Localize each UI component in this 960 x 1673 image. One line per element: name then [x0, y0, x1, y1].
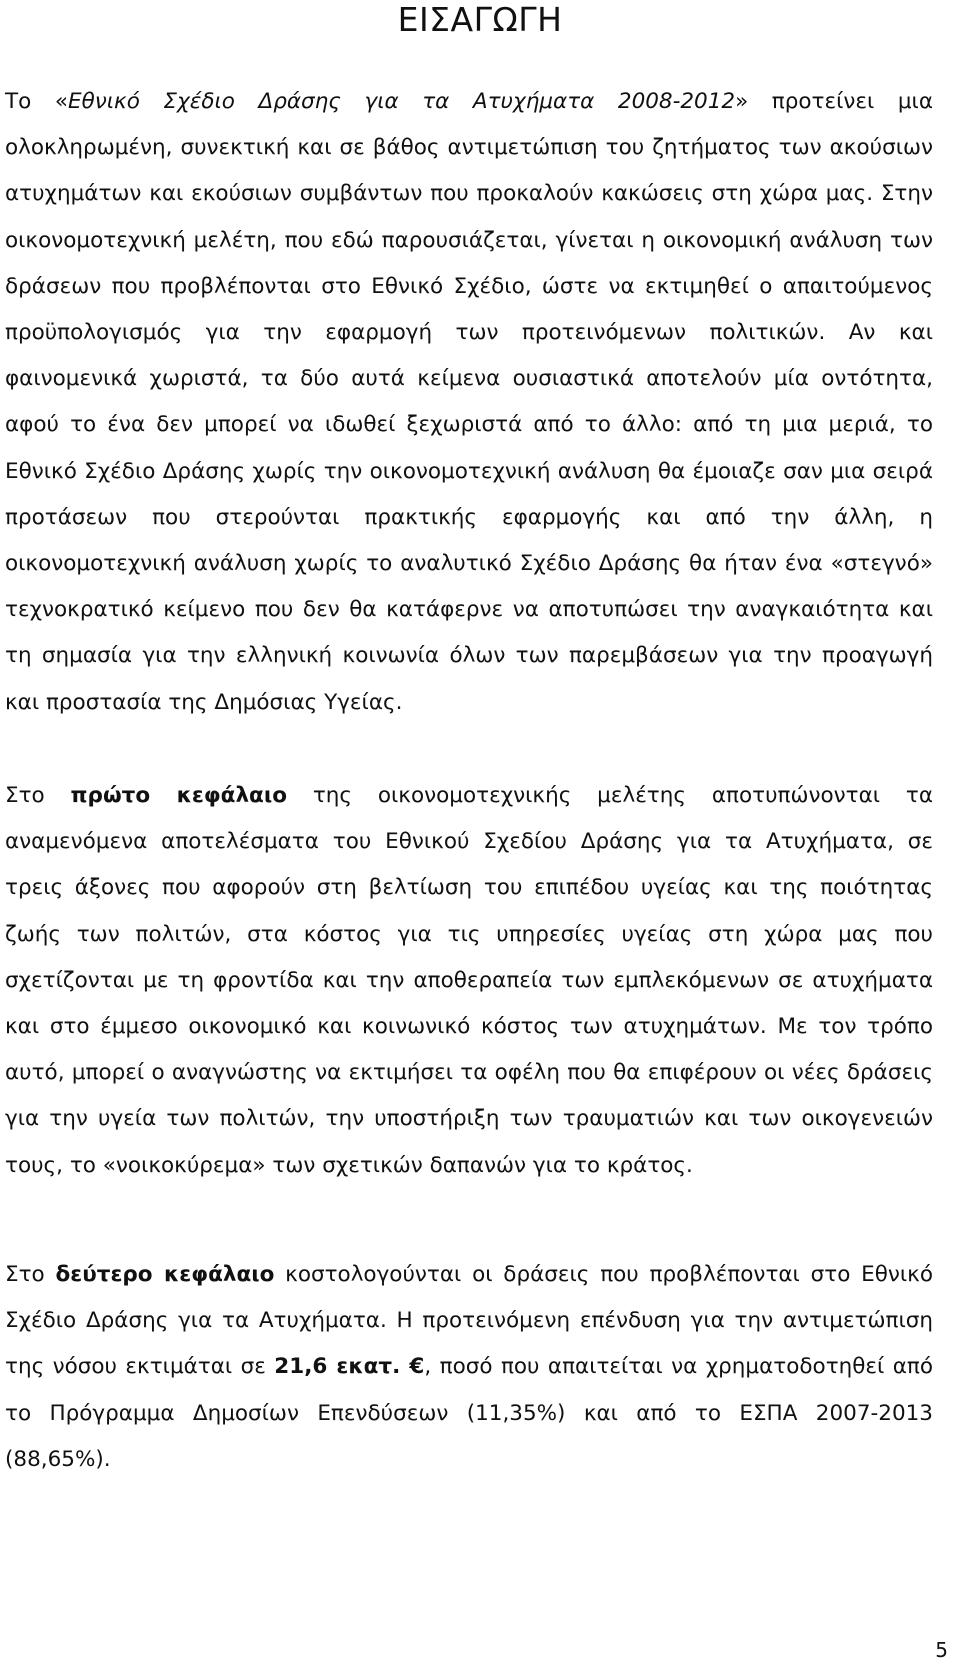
chapter2-paragraph [5, 1252, 933, 1483]
page-title: ΕΙΣΑΓΩΓΗ [397, 0, 563, 39]
plan-title: Εθνικό Σχέδιο Δράσης για τα Ατυχήματα 2008-2012 [68, 89, 736, 114]
page-number: 5 [935, 1638, 948, 1662]
investment-amount: 21,6 εκατ. € [274, 1354, 425, 1380]
chapter1-emphasis: πρώτο κεφάλαιο [70, 783, 287, 808]
intro-rest: » προτείνει μια ολοκληρωμένη, συνεκτική και σε βάθος αντιμετώπιση του ζητήματος των ακούσιων ατυχημάτων και εκούσιων συμβάντων που προκαλούν κακώσεις στη χώρα μας. Στην οικονομοτεχνική μελέτη, που εδώ παρουσιάζεται, γίνεται η οικονομική ανάλυση των δράσεων που προβλέπονται στο Εθνικό Σχέδιο, ώστε να εκτιμηθεί ο απαιτούμενος προϋπολογισμός για την εφαρμογή των προτεινόμενων πολιτικών. Αν και φαινομενικά χωριστά, τα δύο αυτά κείμενα ουσιαστικά αποτελούν μία οντότητα, αφού το ένα δεν μπορεί να ιδωθεί ξεχωριστά από το άλλο: από τη μια μεριά, το Εθνικό Σχέδιο Δράσης χωρίς την οικονομοτεχνική ανάλυση θα έμοιαζε σαν μια σειρά προτάσεων που στερούνται πρακτικής εφαρμογής και από την άλλη, η οικονομοτεχνική ανάλυση χωρίς το αναλυτικό Σχέδιο Δράσης θα ήταν ένα «στεγνό» τεχνοκρατικό κείμενο που δεν θα κατάφερνε να αποτυπώσει την αναγκαιότητα και τη σημασία για την ελληνική κοινωνία όλων των παρεμβάσεων για την προαγωγή και προστασία της Δημόσιας Υγείας. [5, 89, 933, 715]
intro-paragraph [5, 79, 933, 726]
chapter2-rest: , ποσό που απαιτείται να χρηματοδοτηθεί από το Πρόγραμμα Δημοσίων Επενδύσεων (11,35%) και από το ΕΣΠΑ 2007-2013 (88,65%). [5, 1354, 934, 1472]
chapter1-lead: Στο [5, 783, 71, 808]
chapter1-paragraph [5, 773, 933, 1189]
chapter2-lead: Στο [5, 1262, 56, 1287]
chapter2-mid: κοστολογούνται οι δράσεις που προβλέπονται στο Εθνικό Σχέδιο Δράσης για τα Ατυχήματα. Η προτεινόμενη επένδυση για την αντιμετώπιση της νόσου εκτιμάται σε [5, 1262, 933, 1380]
intro-start: Το « [5, 89, 69, 114]
chapter1-rest: της οικονομοτεχνικής μελέτης αποτυπώνονται τα αναμενόμενα αποτελέσματα του Εθνικού Σχεδίου Δράσης για τα Ατυχήματα, σε τρεις άξονες που αφορούν στη βελτίωση του επιπέδου υγείας και της ποιότητας ζωής των πολιτών, στα κόστος για τις υπηρεσίες υγείας στη χώρα μας που σχετίζονται με τη φροντίδα και την αποθεραπεία των εμπλεκόμενων σε ατυχήματα και στο έμμεσο οικονομικό και κοινωνικό κόστος των ατυχημάτων. Με τον τρόπο αυτό, μπορεί ο αναγνώστης να εκτιμήσει τα οφέλη που θα επιφέρουν οι νέες δράσεις για την υγεία των πολιτών, την υποστήριξη των τραυματιών και των οικογενειών τους, το «νοικοκύρεμα» των σχετικών δαπανών για το κράτος. [5, 783, 933, 1178]
chapter2-emphasis: δεύτερο κεφάλαιο [55, 1262, 275, 1287]
